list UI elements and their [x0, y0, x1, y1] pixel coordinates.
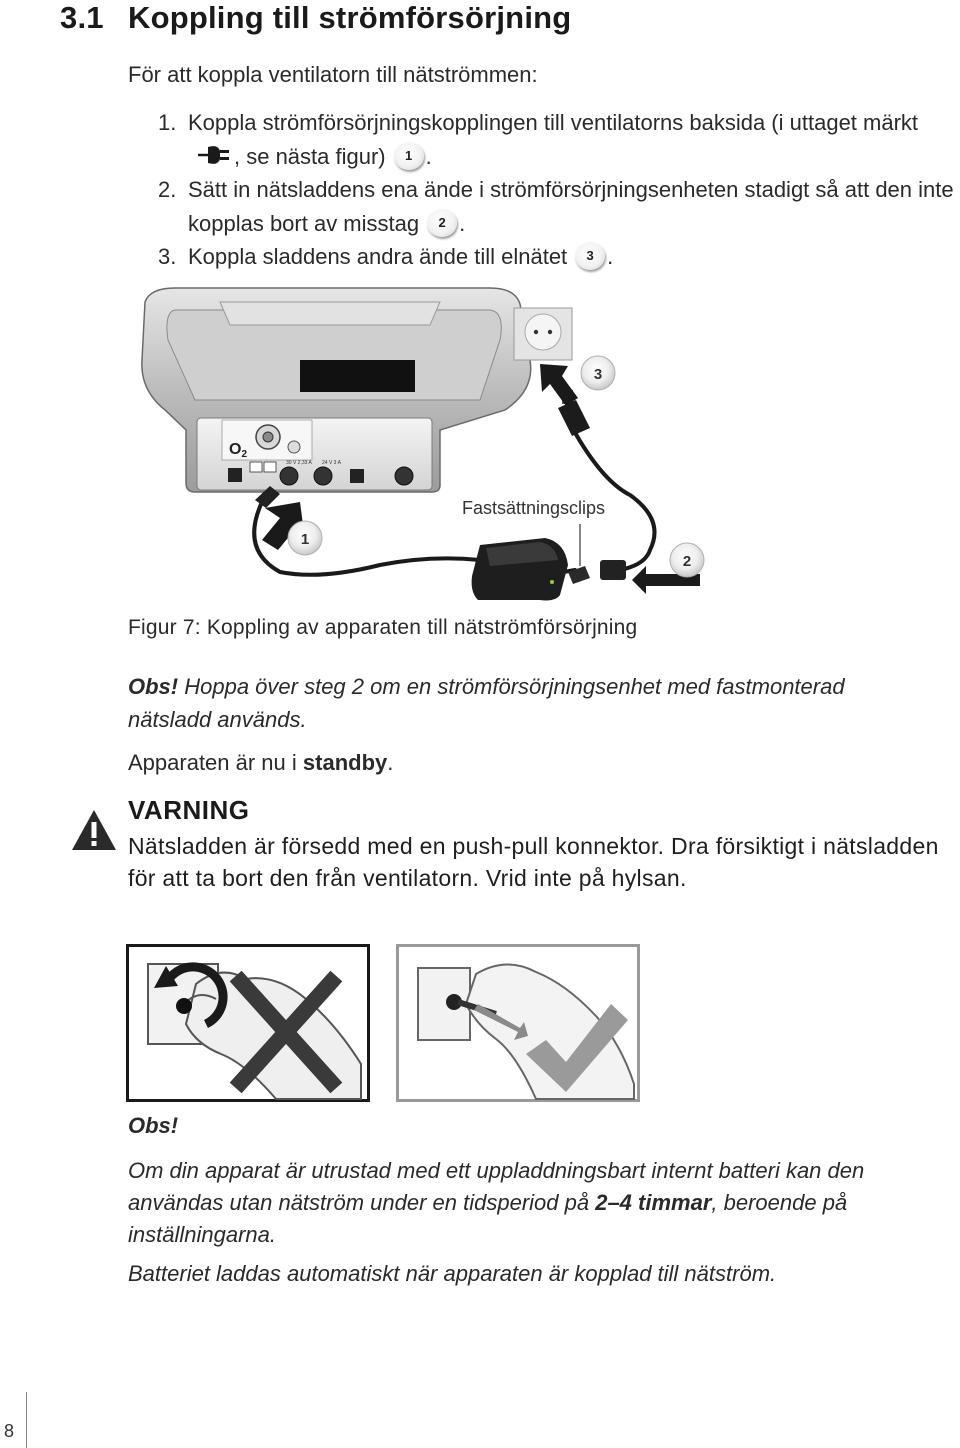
warning-text: Nätsladden är försedd med en push-pull konnektor. Dra försiktigt i nätsladden för att ta bort den från ventilatorn. Vrid inte på hylsan.	[128, 833, 939, 891]
step-3	[158, 240, 960, 274]
step-number: 3.	[158, 244, 177, 269]
step-1	[158, 106, 960, 173]
note-1-text: Hoppa över steg 2 om en strömförsörjningsenhet med fastmonterad nätsladd används.	[128, 674, 845, 732]
standby-bold: standby	[302, 750, 388, 775]
o2-label: O2	[229, 441, 248, 460]
step-2	[158, 173, 960, 240]
step-number: 1.	[158, 110, 177, 135]
power-socket	[280, 467, 298, 485]
section-heading: Koppling till strömförsörjning	[128, 0, 572, 35]
note-2-label: Obs!	[128, 1113, 179, 1138]
power-plug-icon	[196, 141, 232, 169]
step-text: Koppla sladdens andra ände till elnätet	[188, 244, 568, 269]
section-number: 3.1	[60, 0, 104, 35]
figure-callout-3	[581, 356, 615, 390]
connection-figure	[0, 280, 960, 610]
standby-text	[128, 750, 393, 776]
standby-suffix: .	[387, 750, 394, 775]
wall-socket	[514, 308, 572, 360]
note-2-text-b: , beroende på inställningarna.	[128, 1190, 848, 1247]
step-end: .	[459, 210, 466, 236]
step-text: Koppla strömförsörjningskopplingen till ventilatorns baksida (i uttaget märkt	[188, 110, 919, 135]
callout-badge-2: 2	[427, 209, 457, 237]
callout-2-text: 2	[682, 553, 692, 570]
standby-prefix: Apparaten är nu i	[128, 750, 303, 775]
callout-badge-3: 3	[575, 242, 605, 270]
note-2-text-a: Om din apparat är utrustad med ett uppladdningsbart internt batteri kan den användas utan nätström under en tidsperiod på	[128, 1158, 865, 1215]
step-end: .	[607, 244, 614, 269]
step-end: .	[425, 143, 432, 169]
warning-title: VARNING	[128, 795, 250, 825]
page-margin-rule	[26, 1392, 27, 1448]
section-title	[60, 0, 571, 36]
step-number: 2.	[158, 177, 177, 202]
callout-1-text: 1	[300, 531, 310, 548]
callout-badge-1: 1	[394, 142, 424, 170]
figure-callout-1	[288, 521, 322, 555]
clip-label: Fastsättningsclips	[462, 498, 606, 518]
note-2-battery-text: Batteriet laddas automatiskt när apparaten är kopplad till nätström.	[128, 1261, 777, 1286]
note-1-label: Obs!	[128, 674, 179, 699]
wrong-method-photo	[126, 944, 370, 1102]
intro-text: För att koppla ventilatorn till nätströmmen:	[128, 62, 538, 87]
note-2-bold: 2–4 timmar	[595, 1190, 712, 1215]
port-rating-a: 30 V 2,33 A	[286, 460, 312, 466]
step-list	[158, 106, 960, 274]
port-rating-b: 24 V 3 A	[322, 460, 341, 466]
step-text: Sätt in nätsladdens ena ände i strömförsörjningsenheten stadigt så att den inte kopplas bort av misstag	[188, 177, 954, 236]
correct-method-photo	[396, 944, 640, 1102]
power-supply-unit	[472, 538, 626, 600]
note-1	[128, 670, 888, 736]
callout-3-text: 3	[593, 366, 603, 383]
note-2-text	[128, 1155, 960, 1251]
arrow-3	[540, 364, 578, 406]
ventilator-device	[142, 288, 531, 492]
figure-caption: Figur 7: Koppling av apparaten till nätströmförsörjning	[128, 616, 638, 639]
page-number: 8	[4, 1421, 15, 1441]
warning-triangle-icon	[70, 808, 118, 852]
step-text-cont: , se nästa figur)	[234, 143, 386, 169]
figure-callout-2	[670, 543, 704, 577]
